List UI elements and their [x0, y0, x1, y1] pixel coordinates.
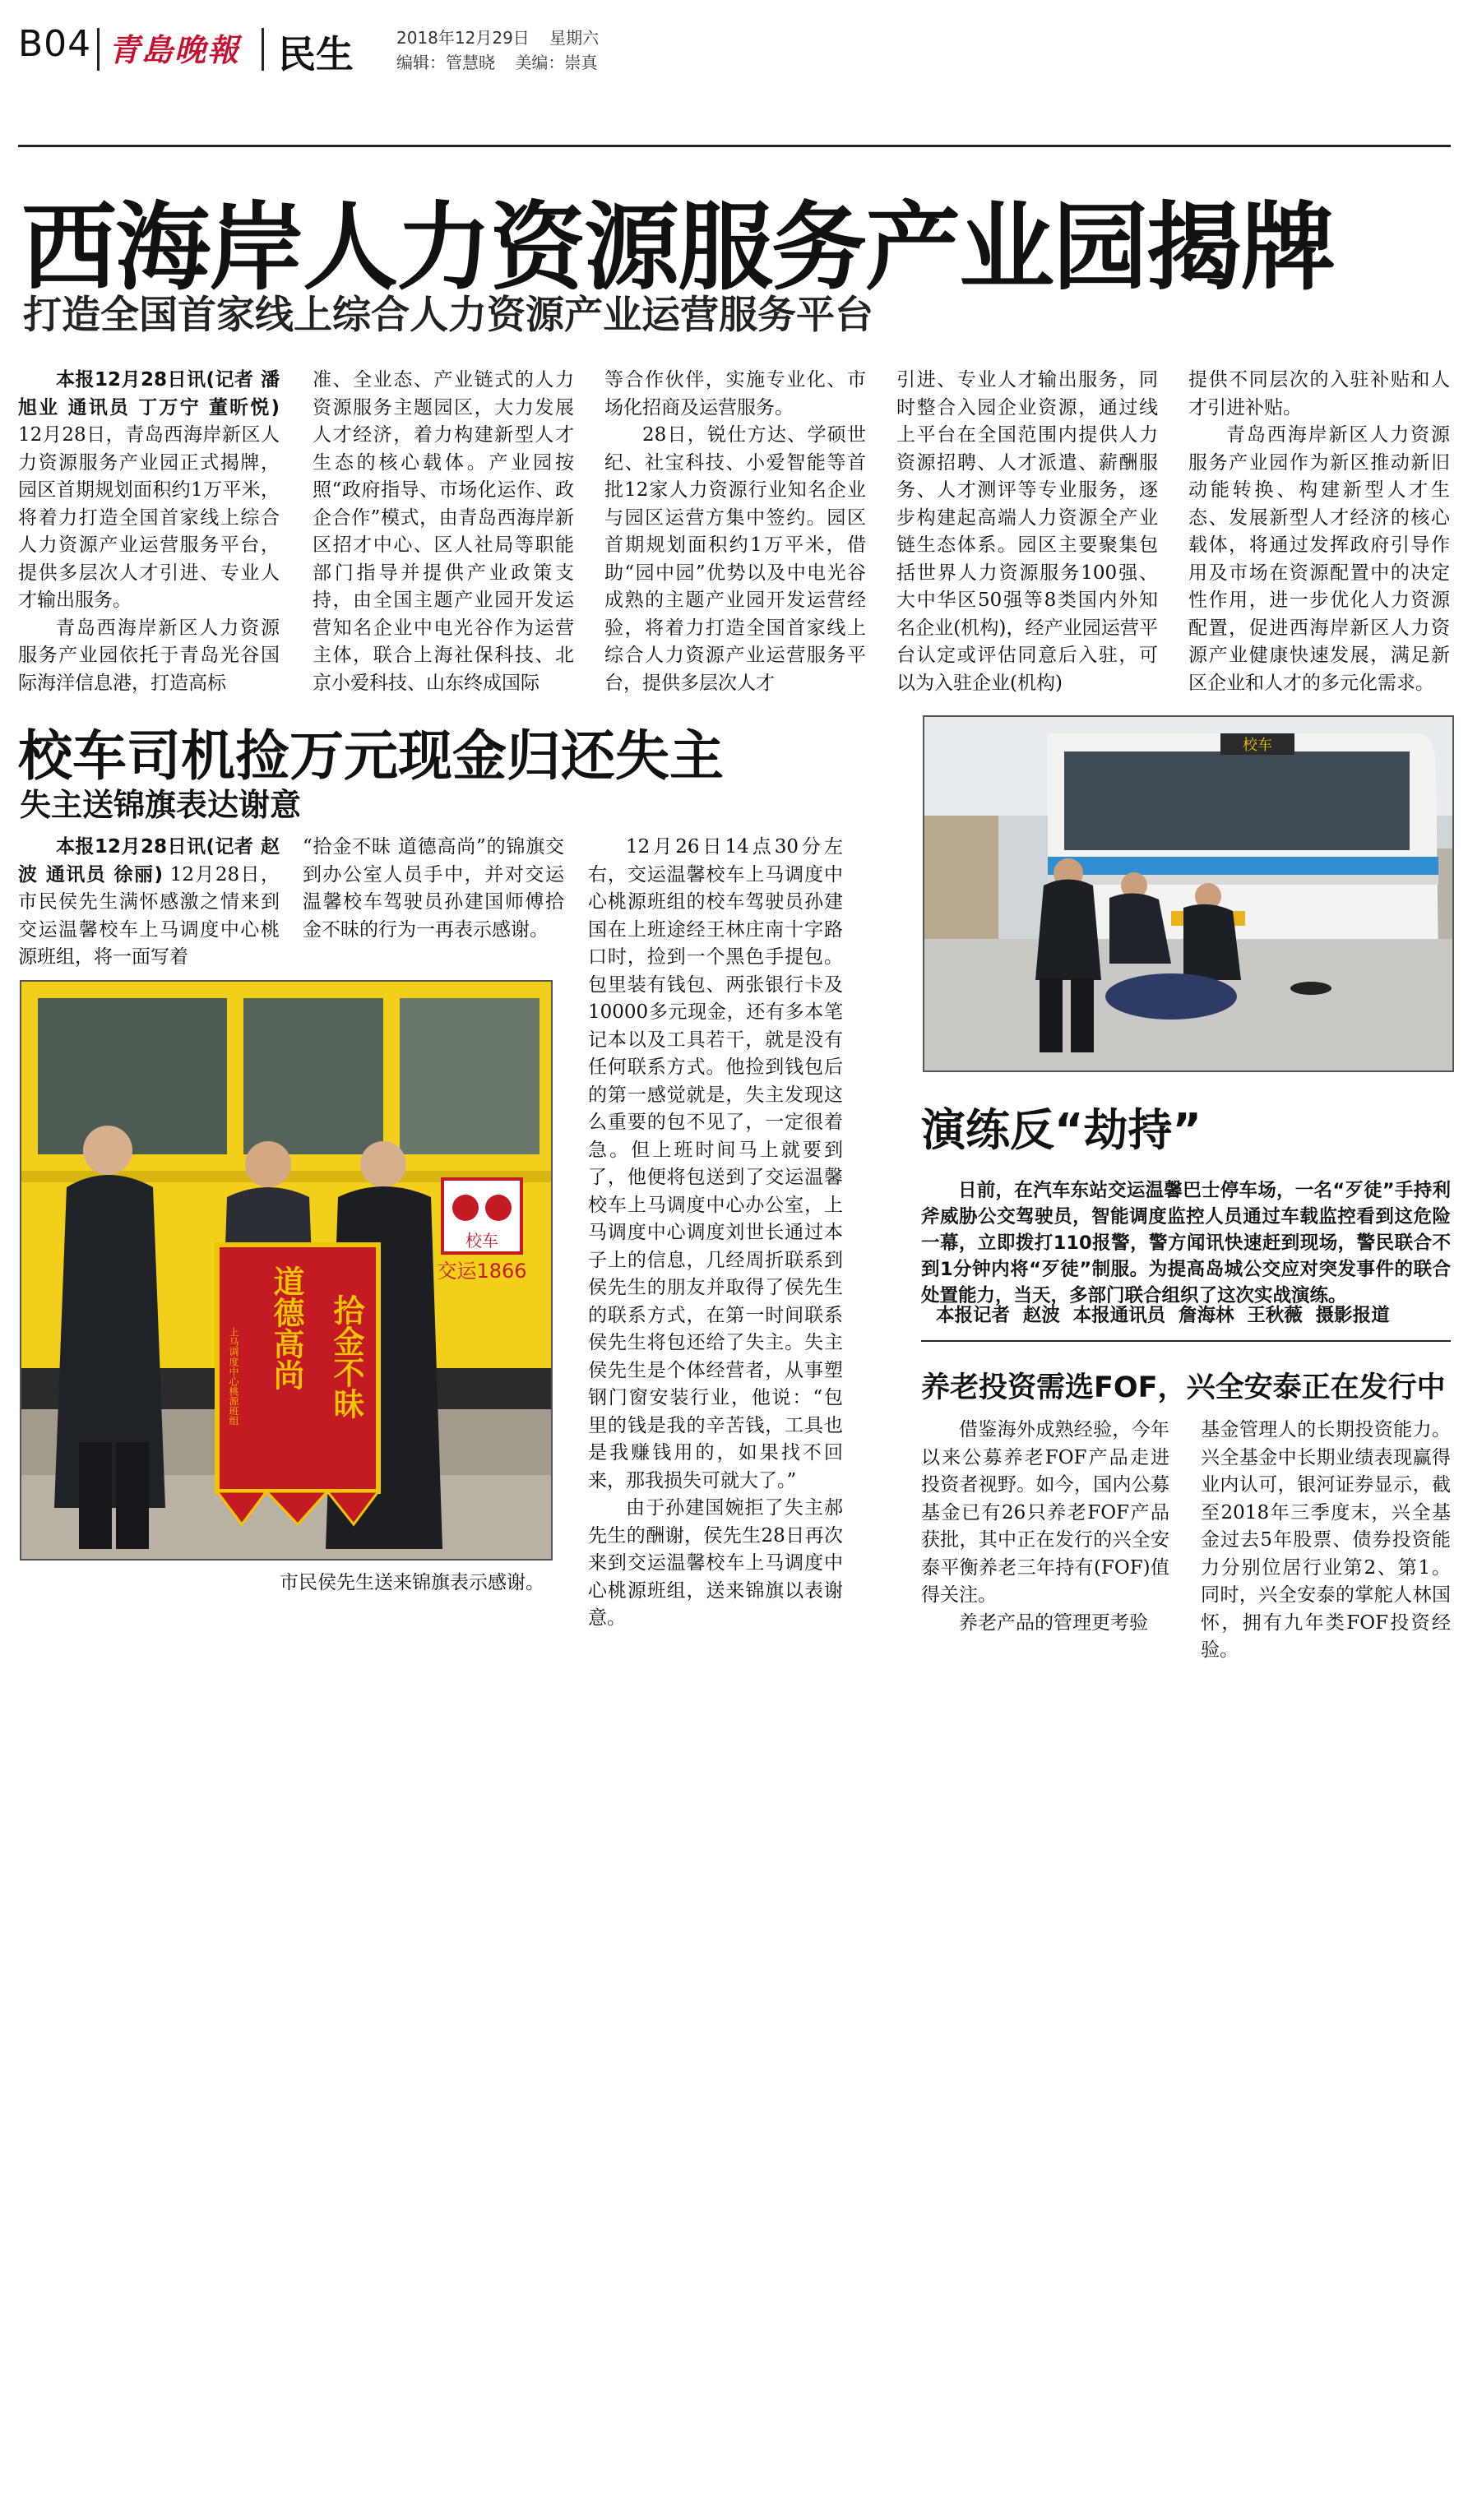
article2-headline: 校车司机捡万元现金归还失主: [18, 724, 724, 788]
article2-subhead: 失主送锦旗表达谢意: [20, 787, 302, 823]
article2-col3: [588, 834, 843, 1633]
article1-text: 青岛西海岸新区人力资源服务产业园作为新区推动新旧动能转换、构建新型人才生态、发展新型人才经济的核心载体，将通过发挥政府引导作用及市场在资源配置中的决定性作用，进一步优化人力资源配置，促进西海岸新区人力资源产业健康快速发展，满足新区企业和人才的多元化需求。: [1188, 424, 1450, 694]
article1-col3: [604, 367, 866, 697]
article2-text: 12月26日14点30分左右，交运温馨校车上马调度中心桃源班组的校车驾驶员孙建国在上班途经王林庄南十字路口时，捡到一个黑色手提包。包里装有钱包、两张银行卡及10000多元现金，还有多本笔记本以及工具若干，就是没有任何联系方式。他捡到钱包后的第一感觉就是，失主发现这么重要的包不见了，一定很着急。但上班时间马上就要到了，他便将包送到了交运温馨校车上马调度中心办公室，上马调度中心调度刘世长通过本子上的信息，几经周折联系到侯先生的朋友并取得了侯先生的联系方式，在第一时间联系侯先生将包还给了失主。失主侯先生是个体经营者，从事塑钢门窗安装行业，他说：“包里的钱是我的辛苦钱，工具也是我赚钱用的，如果找不回来，那我损失可就大了。”: [588, 836, 843, 1491]
anti-hijack-drill-photo: [923, 715, 1454, 1072]
banner-text-small: 上马调度中心桃源班组: [228, 1327, 239, 1426]
flag-presentation-photo: [20, 980, 553, 1561]
article1-text: 12月28日，青岛西海岸新区人力资源服务产业园正式揭牌，园区首期规划面积约1万平米，将着力打造全国首家线上综合人力资源产业运营服务平台，提供多层次人才引进、专业人才输出服务。: [18, 424, 280, 611]
banner-text-bottom: 道德高尚: [268, 1265, 304, 1390]
article1-text: 提供不同层次的入驻补贴和人才引进补贴。: [1188, 369, 1450, 418]
section-name: 民生: [278, 32, 354, 76]
article4-text: 基金管理人的长期投资能力。兴全基金中长期业绩表现赢得业内认可，银河证券显示，截至2018年三季度末，兴全基金过去5年股票、债券投资能力分别位居行业第2、第1。同时，兴全安泰的掌舵人林国怀，拥有九年类FOF投资经验。: [1201, 1419, 1451, 1661]
bus-sign-text: 校车: [465, 1231, 498, 1251]
article2-col2: [303, 834, 564, 944]
article3-body: [921, 1177, 1451, 1309]
article1-text: 准、全业态、产业链式的人力资源服务主题园区，大力发展人才经济，着力构建新型人才生态的核心载体。产业园按照“政府指导、市场化运作、政企合作”模式，由青岛西海岸新区招才中心、区人社局等职能部门指导并提供产业政策支持，由全国主题产业园开发运营知名企业中电光谷作为运营主体，联合上海社保科技、北京小爱科技、山东终成国际: [313, 369, 574, 694]
article4-col2: [1201, 1417, 1451, 1665]
article1-subhead: 打造全国首家线上综合人力资源产业运营服务平台: [23, 293, 873, 338]
bus-brand-text: 交运1866: [437, 1260, 527, 1283]
issue-weekday: 星期六: [549, 28, 600, 48]
article2-photo-caption: 市民侯先生送来锦旗表示感谢。: [280, 1572, 544, 1593]
article2-text: 由于孙建国婉拒了失主郝先生的酬谢，侯先生28日再次来到交运温馨校车上马调度中心桃源班组，送来锦旗以表谢意。: [588, 1497, 843, 1629]
page-number: B04: [18, 23, 92, 65]
article2-text: 12月28日，市民侯先生满怀感激之情来到交运温馨校车上马调度中心桃源班组，将一面写着: [18, 863, 280, 968]
masthead-logo: 青島晚報: [109, 31, 241, 68]
article1-text: 引进、专业人才输出服务，同时整合入园企业资源，通过线上平台在全国范围内提供人力资源招聘、人才派遣、薪酬服务、人才测评等专业服务，逐步构建起高端人力资源全产业链生态体系。园区主要聚集包括世界人力资源服务100强、大中华区50强等8类国内外知名企业(机构)，经产业园运营平台认定或评估同意后入驻，可以为入驻企业(机构): [896, 369, 1158, 694]
banner-text-top: 拾金不昧: [328, 1294, 364, 1419]
header-divider: [262, 28, 264, 71]
article1-col4: [896, 367, 1158, 697]
article1-byline: 本报12月28日讯(记者 潘旭业 通讯员 丁万宁 董昕悦): [18, 369, 280, 418]
drill-bus-sign: 校车: [1243, 737, 1272, 754]
article3-credit: 本报记者 赵波 本报通讯员 詹海林 王秋薇 摄影报道: [936, 1305, 1390, 1326]
article2-col1: [18, 834, 280, 972]
article1-col1: [18, 367, 280, 697]
header-rule: [18, 145, 1451, 147]
header-divider: [97, 28, 100, 71]
article3-headline: 演练反“劫持”: [921, 1104, 1202, 1156]
article4-rule: [921, 1340, 1451, 1342]
editor-line: [396, 49, 597, 73]
article1-text: 青岛西海岸新区人力资源服务产业园依托于青岛光谷国际海洋信息港，打造高标: [18, 617, 280, 694]
issue-date-line: [396, 25, 599, 49]
article4-col1: [921, 1417, 1169, 1637]
article2-byline: 本报12月28日讯(记者 赵波 通讯员 徐丽): [18, 836, 280, 885]
article4-text: 借鉴海外成熟经验，今年以来公募养老FOF产品走进投资者视野。如今，国内公募基金已有26只养老FOF产品获批，其中正在发行的兴全安泰平衡养老三年持有(FOF)值得关注。: [921, 1419, 1169, 1606]
article2-text: “拾金不昧 道德高尚”的锦旗交到办公室人员手中，并对交运温馨校车驾驶员孙建国师傅拾金不昧的行为一再表示感谢。: [303, 836, 564, 941]
article1-col2: [313, 367, 574, 697]
designer: 美编：崇真: [515, 53, 598, 72]
article4-headline: 养老投资需选FOF，兴全安泰正在发行中: [921, 1371, 1446, 1404]
article3-text: 日前，在汽车东站交运温馨巴士停车场，一名“歹徒”手持利斧威胁公交驾驶员，智能调度监控人员通过车载监控看到这危险一幕，立即拨打110报警，警方闻讯快速赶到现场，警民联合不到1分钟内将“歹徒”制服。为提高岛城公交应对突发事件的联合处置能力，当天，多部门联合组织了这次实战演练。: [921, 1180, 1451, 1306]
article1-text: 28日，锐仕方达、学硕世纪、社宝科技、小爱智能等首批12家人力资源行业知名企业与园区运营方集中签约。园区首期规划面积约1万平米，借助“园中园”优势以及中电光谷成熟的主题产业园开发运营经验，将着力打造全国首家线上综合人力资源产业运营服务平台，提供多层次人才: [604, 424, 866, 694]
issue-date: 2018年12月29日: [396, 28, 530, 48]
article4-text: 养老产品的管理更考验: [959, 1611, 1148, 1634]
editor: 编辑：管慧晓: [396, 53, 495, 72]
article1-col5: [1188, 367, 1450, 697]
article1-text: 等合作伙伴，实施专业化、市场化招商及运营服务。: [604, 369, 866, 418]
article1-headline: 西海岸人力资源服务产业园揭牌: [21, 192, 1334, 303]
